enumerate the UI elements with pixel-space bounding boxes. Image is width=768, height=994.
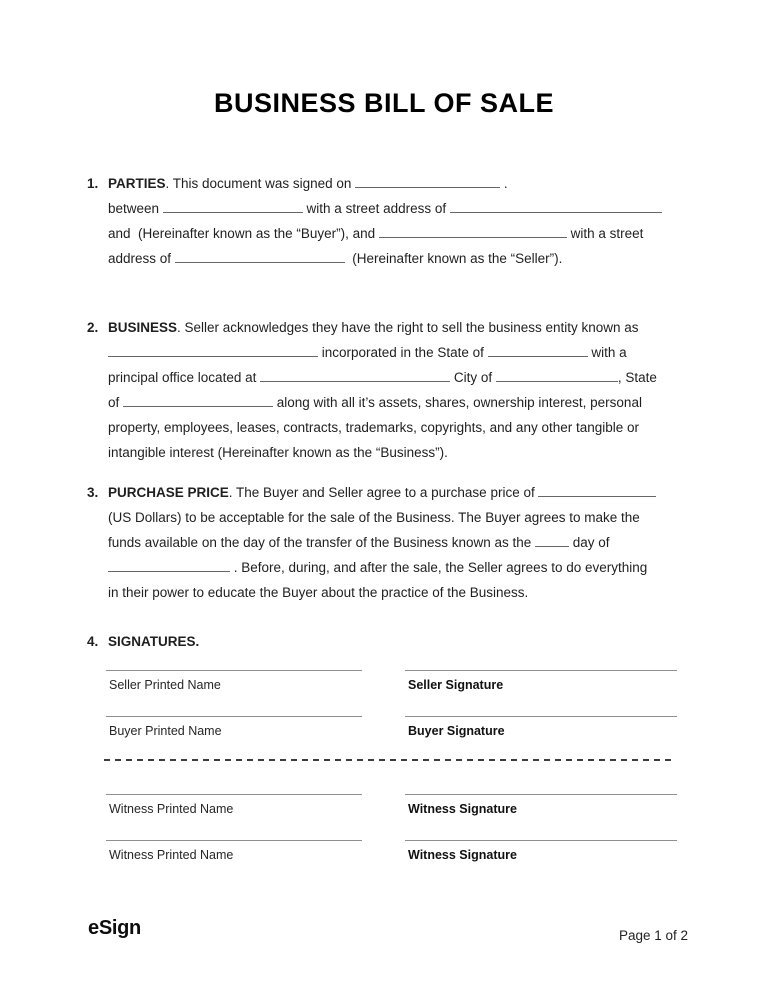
blank-date-signed[interactable] xyxy=(355,173,500,188)
body-text: day of xyxy=(569,535,610,550)
section-heading-text: BUSINESS xyxy=(108,320,178,335)
form-line xyxy=(108,555,680,580)
section-heading-text: PURCHASE PRICE xyxy=(108,485,229,500)
body-text: . xyxy=(500,176,508,191)
signature-row xyxy=(108,716,680,758)
blank-seller-name[interactable] xyxy=(379,223,567,238)
page-number: Page 1 of 2 xyxy=(618,928,688,943)
body-text: incorporated in the State of xyxy=(318,345,488,360)
seller-signature-label: Seller Signature xyxy=(408,678,504,692)
form-line xyxy=(108,340,680,365)
witness-1-signature-label: Witness Signature xyxy=(408,802,517,816)
witness-2-printed-name-label: Witness Printed Name xyxy=(109,848,234,862)
blank-buyer-name[interactable] xyxy=(163,198,303,213)
form-line xyxy=(108,171,680,196)
body-text: with a xyxy=(587,345,627,360)
witness-1-signature-block xyxy=(405,794,677,816)
section-heading-text: PARTIES xyxy=(108,176,166,191)
blank-state-of-incorporation[interactable] xyxy=(488,342,588,357)
body-text: intangible interest (Hereinafter known as the “Business”). xyxy=(108,445,448,460)
form-line xyxy=(108,415,680,440)
form-line xyxy=(108,480,680,505)
blank-business-name[interactable] xyxy=(108,342,318,357)
blank-principal-office-city[interactable] xyxy=(496,367,618,382)
body-text: in their power to educate the Buyer about the practice of the Business. xyxy=(108,585,529,600)
signature-row xyxy=(108,670,680,712)
section-heading-text: SIGNATURES. xyxy=(108,634,200,649)
body-text: address of xyxy=(108,251,175,266)
buyer-signature-block xyxy=(405,716,677,738)
section-business xyxy=(87,315,680,465)
signature-rows xyxy=(108,670,680,762)
body-text: . Before, during, and after the sale, the Seller agrees to do everything xyxy=(230,560,648,575)
buyer-printed-name-label: Buyer Printed Name xyxy=(109,724,222,738)
blank-purchase-price[interactable] xyxy=(538,482,656,497)
body-text: and (Hereinafter known as the “Buyer”), and xyxy=(108,226,379,241)
section-purchase-price xyxy=(87,480,680,605)
form-line xyxy=(108,580,680,605)
form-line xyxy=(108,629,680,654)
body-text: . The Buyer and Seller agree to a purchase price of xyxy=(228,485,539,500)
blank-buyer-street-address[interactable] xyxy=(450,198,662,213)
form-line xyxy=(108,246,680,271)
seller-printed-name-label: Seller Printed Name xyxy=(109,678,221,692)
blank-transfer-day[interactable] xyxy=(535,532,569,547)
witness-signature-rows xyxy=(108,794,680,886)
signature-row xyxy=(108,840,680,882)
form-line xyxy=(108,505,680,530)
buyer-printed-name-block xyxy=(106,716,362,738)
form-line xyxy=(108,365,680,390)
blank-transfer-month[interactable] xyxy=(108,557,230,572)
body-text: along with all it’s assets, shares, ownership interest, personal xyxy=(273,395,642,410)
form-line xyxy=(108,390,680,415)
body-text: funds available on the day of the transfer of the Business known as the xyxy=(108,535,536,550)
buyer-signature-label: Buyer Signature xyxy=(408,724,505,738)
section-number-parties: 1. xyxy=(87,176,99,191)
blank-principal-office-address[interactable] xyxy=(260,367,450,382)
body-text: (US Dollars) to be acceptable for the sale of the Business. The Buyer agrees to make the xyxy=(108,510,640,525)
section-parties xyxy=(87,171,680,271)
form-line xyxy=(108,440,680,465)
body-text: . This document was signed on xyxy=(165,176,356,191)
form-line xyxy=(108,315,680,340)
blank-seller-street-address[interactable] xyxy=(175,248,345,263)
body-text: , State xyxy=(617,370,657,385)
body-text: . Seller acknowledges they have the right to sell the business entity known as xyxy=(177,320,639,335)
body-text: with a street xyxy=(566,226,644,241)
form-line xyxy=(108,530,680,555)
esign-logo: eSign xyxy=(88,917,141,939)
body-text: City of xyxy=(450,370,496,385)
body-text: of xyxy=(108,395,124,410)
section-number-business: 2. xyxy=(87,320,99,335)
witness-1-printed-name-block xyxy=(106,794,362,816)
form-line xyxy=(108,196,680,221)
signature-divider xyxy=(104,759,674,761)
witness-2-signature-label: Witness Signature xyxy=(408,848,517,862)
body-text: with a street address of xyxy=(302,201,450,216)
body-text: principal office located at xyxy=(108,370,261,385)
section-number-purchase-price: 3. xyxy=(87,485,99,500)
witness-1-printed-name-label: Witness Printed Name xyxy=(109,802,234,816)
signature-row xyxy=(108,794,680,836)
document-title: BUSINESS BILL OF SALE xyxy=(213,88,555,118)
body-text: between xyxy=(108,201,163,216)
witness-2-printed-name-block xyxy=(106,840,362,862)
body-text: property, employees, leases, contracts, trademarks, copyrights, and any other tangible or xyxy=(108,420,640,435)
blank-principal-office-state[interactable] xyxy=(123,392,273,407)
body-text: (Hereinafter known as the “Seller”). xyxy=(344,251,563,266)
seller-signature-block xyxy=(405,670,677,692)
seller-printed-name-block xyxy=(106,670,362,692)
witness-2-signature-block xyxy=(405,840,677,862)
section-number-signatures: 4. xyxy=(87,634,99,649)
form-line xyxy=(108,221,680,246)
section-signatures-heading xyxy=(87,629,680,654)
